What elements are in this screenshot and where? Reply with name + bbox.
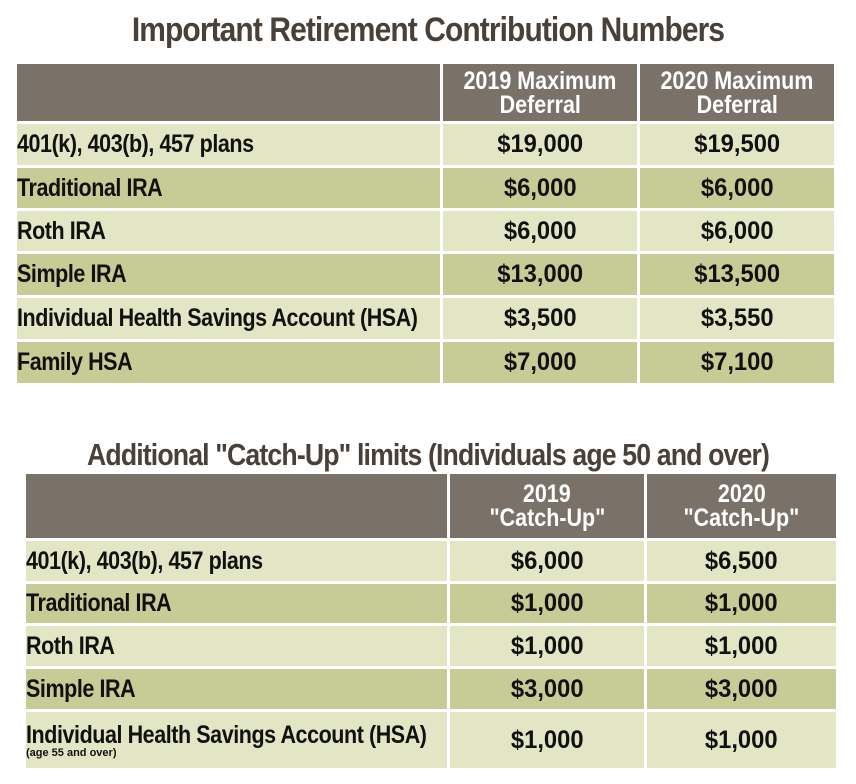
table-row bbox=[26, 626, 836, 669]
header-2019-line1: 2019 bbox=[523, 480, 571, 508]
row-label: Simple IRA bbox=[26, 669, 450, 712]
row-label: Roth IRA bbox=[26, 626, 450, 669]
row-value-2019: $3,500 bbox=[443, 298, 640, 342]
row-value-2019: $3,000 bbox=[450, 669, 647, 712]
row-value-2020: $19,500 bbox=[640, 124, 834, 168]
table-row bbox=[17, 342, 834, 383]
row-label: Roth IRA bbox=[17, 211, 443, 254]
header-label-cell bbox=[26, 474, 450, 541]
row-label: Simple IRA bbox=[17, 254, 443, 298]
row-label: 401(k), 403(b), 457 plans bbox=[26, 541, 450, 584]
row-value-2019: $1,000 bbox=[450, 626, 647, 669]
header-2019-line2: "Catch-Up" bbox=[489, 504, 605, 532]
header-2020-line2: "Catch-Up" bbox=[683, 504, 800, 532]
row-label: Traditional IRA bbox=[17, 168, 443, 211]
table-row bbox=[17, 254, 834, 298]
table-row bbox=[26, 669, 836, 712]
row-value-2020: $6,500 bbox=[647, 541, 836, 584]
row-value-2020: $1,000 bbox=[647, 584, 836, 626]
row-label: 401(k), 403(b), 457 plans bbox=[17, 124, 443, 168]
table-row bbox=[17, 168, 834, 211]
row-value-2020: $3,000 bbox=[647, 669, 836, 712]
row-value-2019: $1,000 bbox=[450, 584, 647, 626]
age-note: (age 55 and over) bbox=[26, 747, 117, 759]
header-2019-line1: 2019 Maximum bbox=[463, 66, 617, 95]
table-row bbox=[17, 211, 834, 254]
header-2019-line2: Deferral bbox=[499, 90, 581, 119]
row-label: Individual Health Savings Account (HSA) bbox=[17, 298, 443, 342]
row-value-2020: $6,000 bbox=[640, 211, 834, 254]
row-value-2019: $7,000 bbox=[443, 342, 640, 383]
row-value-2020: $6,000 bbox=[640, 168, 834, 211]
row-value-2019: $13,000 bbox=[443, 254, 640, 298]
row-value-2020: $13,500 bbox=[640, 254, 834, 298]
table-row bbox=[26, 584, 836, 626]
contribution-table-title: Important Retirement Contribution Numbers bbox=[131, 11, 725, 49]
catch-up-limits-table bbox=[26, 474, 836, 768]
table-row bbox=[17, 298, 834, 342]
row-value-2019: $6,000 bbox=[443, 211, 640, 254]
row-value-2020: $1,000 bbox=[647, 626, 836, 669]
header-2019-maximum-deferral bbox=[443, 64, 640, 124]
table-header-row bbox=[17, 64, 834, 124]
header-2020-maximum-deferral bbox=[640, 64, 834, 124]
row-value-2019: $6,000 bbox=[450, 541, 647, 584]
header-2020-line1: 2020 Maximum bbox=[660, 66, 814, 95]
row-label: Family HSA bbox=[17, 342, 443, 383]
table-row bbox=[17, 124, 834, 168]
header-2019-catch-up bbox=[450, 474, 647, 541]
table-header-row bbox=[26, 474, 836, 541]
row-value-2020: $3,550 bbox=[640, 298, 834, 342]
table-row bbox=[26, 712, 836, 768]
row-value-2019: $19,000 bbox=[443, 124, 640, 168]
header-2020-catch-up bbox=[647, 474, 836, 541]
row-label: Traditional IRA bbox=[26, 584, 450, 626]
table-row bbox=[26, 541, 836, 584]
row-value-2020: $1,000 bbox=[647, 712, 836, 768]
header-label-cell bbox=[17, 64, 443, 124]
row-value-2019: $6,000 bbox=[443, 168, 640, 211]
row-value-2019: $1,000 bbox=[450, 712, 647, 768]
header-2020-line1: 2020 bbox=[717, 480, 766, 508]
catch-up-table-title: Additional "Catch-Up" limits (Individuals age 50 and over) bbox=[86, 437, 770, 472]
contribution-limits-table bbox=[17, 64, 834, 383]
row-label: Individual Health Savings Account (HSA) (age 55 and over) bbox=[26, 712, 450, 768]
row-value-2020: $7,100 bbox=[640, 342, 834, 383]
header-2020-line2: Deferral bbox=[696, 90, 778, 119]
